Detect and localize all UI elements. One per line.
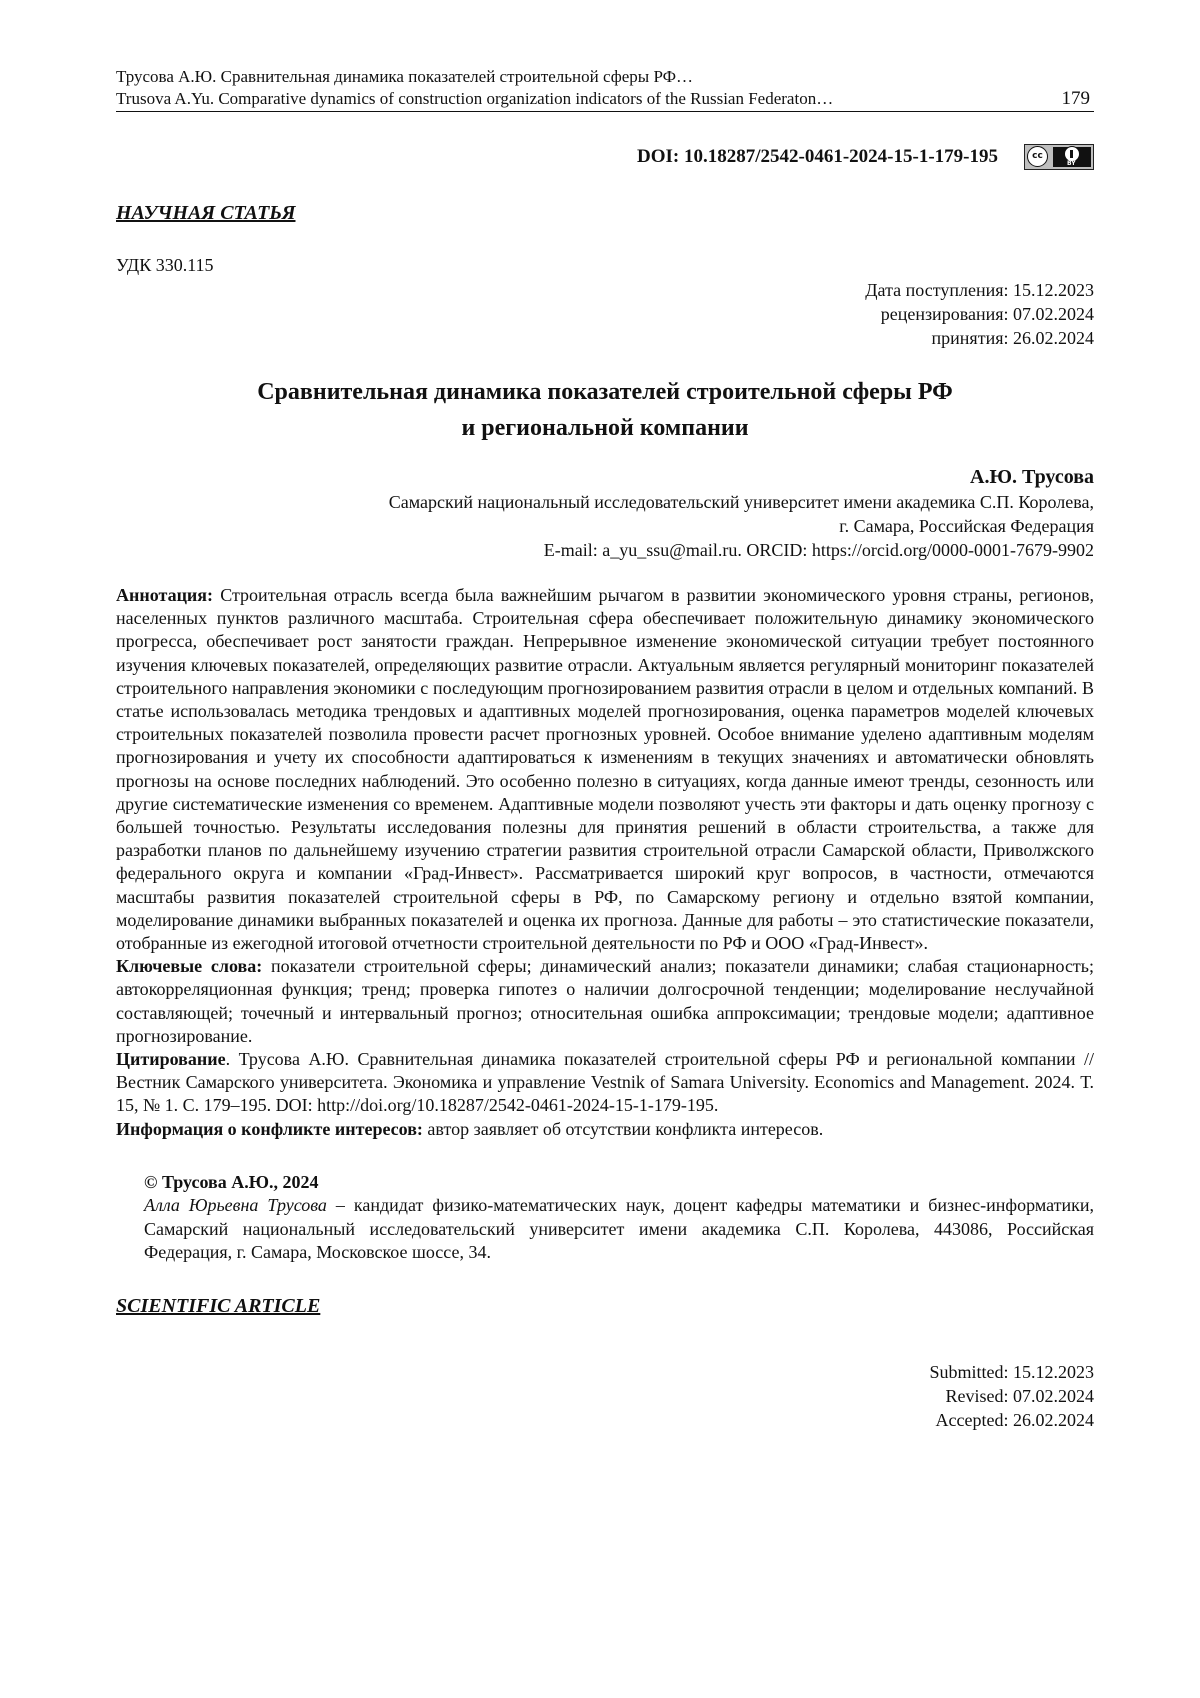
affiliation-line-1: Самарский национальный исследовательский университет имени академика С.П. Королева,	[388, 492, 1094, 512]
affiliation-line-2: г. Самара, Российская Федерация	[839, 516, 1094, 536]
dates-ru	[116, 278, 1094, 350]
section-label-ru: НАУЧНАЯ СТАТЬЯ	[116, 202, 296, 224]
date-submitted: Submitted: 15.12.2023	[929, 1361, 1094, 1382]
author-name: А.Ю. Трусова	[970, 466, 1094, 488]
running-head	[116, 66, 1094, 112]
abstract-text: Строительная отрасль всегда была важнейшим рычагом в развитии экономического уровня страны, регионов, населенных пунктов различного масштаба. Строительная сфера обеспечивает положительную динамику экономического прогресса, обеспечивает рост занятости граждан. Непрерывное изменение экономической ситуации требует постоянного изучения ключевых показателей, определяющих развитие отрасли. Актуальным является регулярный мониторинг показателей строительного направления экономики с последующим прогнозированием развития отрасли в целом и отдельных компаний. В статье использовалась методика трендовых и адаптивных моделей прогнозирования, оценка параметров моделей ключевых строительных показателей позволила провести расчет прогнозных уровней. Особое внимание уделено адаптивным моделям прогнозирования и учету их способности адаптироваться к изменениям в текущих значениях и автоматически обновлять прогнозы на основе последних наблюдений. Это особенно полезно в ситуациях, когда данные имеют тренды, сезонность или другие систематические изменения со временем. Адаптивные модели позволяют учесть эти факторы и дать оценку прогнозу с большей точностью. Результаты исследования полезны для принятия решений в области строительства, а также для разработки планов по дальнейшему изучению стратегии развития строительной отрасли Самарской области, Приволжского федерального округа и компании «Град-Инвест». Рассматривается широкий круг вопросов, в частности, отмечаются масштабы развития показателей строительной сферы в РФ, по Самарскому региону и отдельно взятой компании, моделирование динамики выбранных показателей и оценка их прогноза. Данные для работы – это статистические показатели, отобранные из ежегодной итоговой отчетности строительной деятельности по РФ и ООО «Град-Инвест».	[116, 585, 1094, 954]
date-accepted: принятия: 26.02.2024	[931, 328, 1094, 348]
title-line-2: и региональной компании	[461, 415, 749, 441]
author-affiliation	[116, 490, 1094, 562]
copyright-title: © Трусова А.Ю., 2024	[144, 1171, 319, 1192]
cc-circle-icon: cc	[1027, 146, 1048, 167]
running-head-en: Trusova A.Yu. Comparative dynamics of construction organization indicators of the Russian Federaton…	[116, 89, 834, 108]
bio-text: – кандидат физико-математических наук, доцент кафедры математики и бизнес-информатики, Самарский национальный исследовательский университет имени академика С.П. Королева, 443086, Российская Федерация, г. Самара, Московское шоссе, 34.	[144, 1195, 1094, 1263]
keywords-label: Ключевые слова:	[116, 956, 263, 977]
citation-label: Цитирование	[116, 1049, 226, 1070]
conflict-text: автор заявляет об отсутствии конфликта интересов.	[422, 1118, 824, 1139]
section-label-en: SCIENTIFIC ARTICLE	[116, 1294, 321, 1317]
date-accepted-en: Accepted: 26.02.2024	[935, 1409, 1094, 1430]
abstract-block	[116, 584, 1094, 1141]
keywords-text: показатели строительной сферы; динамический анализ; показатели динамики; слабая стационарность; автокорреляционная функция; тренд; проверка гипотез о наличии долгосрочной тенденции; моделирование неслучайной составляющей; точечный и интервальный прогноз; относительная ошибка аппроксимации; трендовые модели; адаптивное прогнозирование.	[116, 956, 1095, 1046]
doi: DOI: 10.18287/2542-0461-2024-15-1-179-195	[637, 146, 998, 167]
author-contact[interactable]: E-mail: a_yu_ssu@mail.ru. ORCID: https://orcid.org/0000-0001-7679-9902	[543, 540, 1094, 560]
cc-by-icon[interactable]	[1024, 144, 1094, 170]
dates-en	[116, 1360, 1094, 1432]
citation	[116, 1048, 1094, 1118]
date-reviewed: рецензирования: 07.02.2024	[880, 304, 1094, 324]
bio-name: Алла Юрьевна Трусова	[144, 1195, 327, 1216]
running-head-ru: Трусова А.Ю. Сравнительная динамика показателей строительной сферы РФ…	[116, 67, 694, 86]
abstract	[116, 584, 1094, 955]
copyright-block	[116, 1171, 1094, 1265]
abstract-label: Аннотация:	[116, 585, 214, 605]
article-title	[116, 374, 1094, 446]
date-revised: Revised: 07.02.2024	[945, 1385, 1094, 1406]
conflict-label: Информация о конфликте интересов:	[116, 1118, 423, 1139]
author-bio	[144, 1194, 1094, 1265]
article-page	[116, 66, 1094, 1432]
citation-text[interactable]: . Трусова А.Ю. Сравнительная динамика показателей строительной сферы РФ и региональной компании // Вестник Самарского университета. Экономика и управление Vestnik of Samara University. Economics and Management. 2024. Т. 15, № 1. С. 179–195. DOI: http://doi.org/10.18287/2542-0461-2024-15-1-179-195.	[116, 1049, 1094, 1116]
date-received: Дата поступления: 15.12.2023	[865, 280, 1094, 300]
title-line-1: Сравнительная динамика показателей строительной сферы РФ	[257, 379, 953, 405]
udk-code: УДК 330.115	[116, 255, 214, 275]
conflict-of-interest	[116, 1118, 1094, 1141]
keywords	[116, 955, 1094, 1048]
doi-row	[116, 142, 1094, 172]
page-number: 179	[1061, 88, 1090, 109]
by-label: BY	[1067, 160, 1076, 167]
